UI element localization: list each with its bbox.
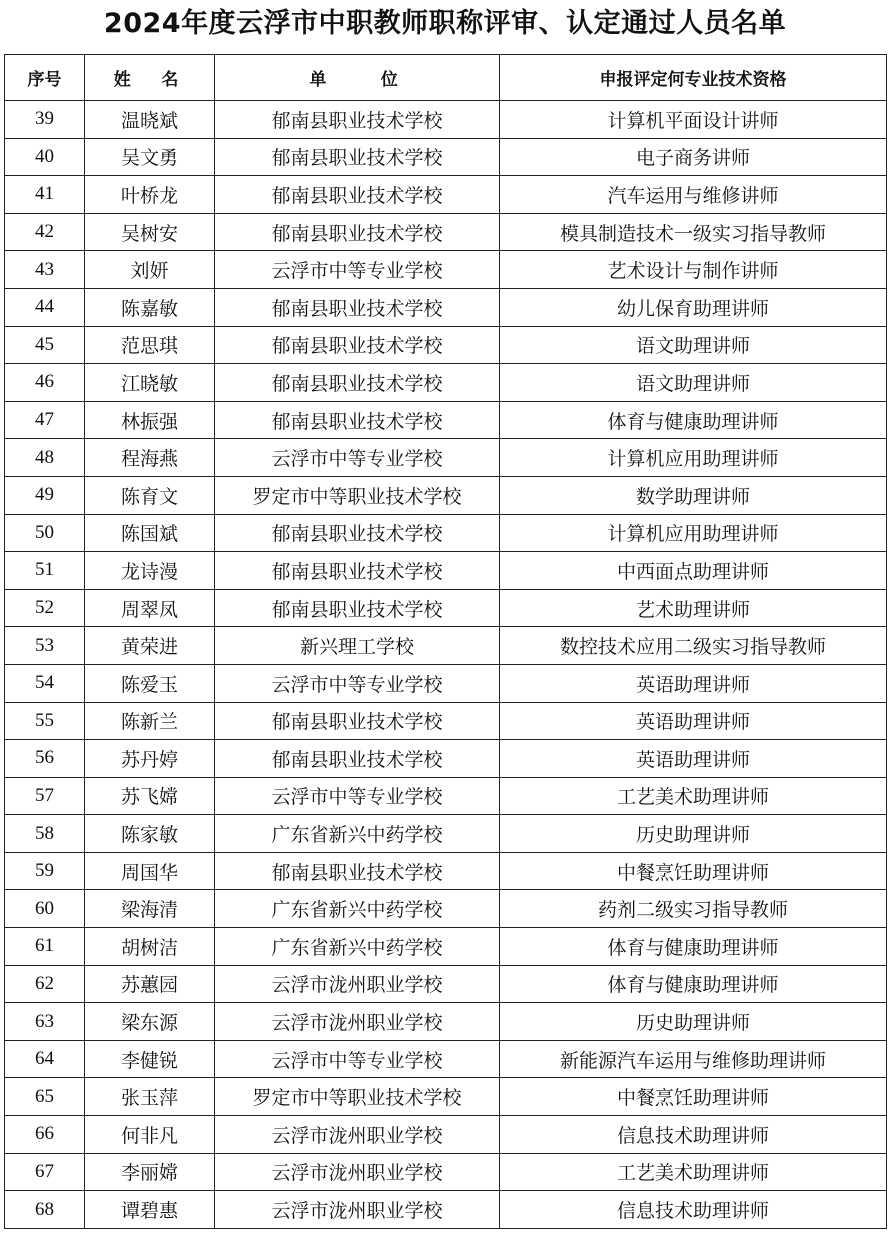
name-cell: 梁海清 <box>85 890 215 928</box>
qualification-cell: 信息技术助理讲师 <box>500 1116 887 1154</box>
qualification-cell: 中餐烹饪助理讲师 <box>500 852 887 890</box>
table-row <box>5 627 887 665</box>
name-cell: 周翠凤 <box>85 589 215 627</box>
name-cell: 苏丹婷 <box>85 740 215 778</box>
qualification-cell: 中餐烹饪助理讲师 <box>500 1078 887 1116</box>
table-row <box>5 251 887 289</box>
serial-number-cell: 62 <box>5 965 85 1003</box>
unit-cell: 郁南县职业技术学校 <box>215 176 500 214</box>
name-cell: 谭碧惠 <box>85 1191 215 1229</box>
name-cell: 刘妍 <box>85 251 215 289</box>
name-cell: 温晓斌 <box>85 101 215 139</box>
table-row <box>5 928 887 966</box>
table-row <box>5 664 887 702</box>
unit-cell: 郁南县职业技术学校 <box>215 101 500 139</box>
name-cell: 李健锐 <box>85 1040 215 1078</box>
serial-number-cell: 43 <box>5 251 85 289</box>
serial-number-cell: 58 <box>5 815 85 853</box>
qualification-cell: 药剂二级实习指导教师 <box>500 890 887 928</box>
unit-cell: 云浮市泷州职业学校 <box>215 1116 500 1154</box>
table-row <box>5 815 887 853</box>
unit-cell: 郁南县职业技术学校 <box>215 852 500 890</box>
unit-cell: 郁南县职业技术学校 <box>215 702 500 740</box>
table-row <box>5 702 887 740</box>
table-row <box>5 1116 887 1154</box>
qualification-cell: 计算机应用助理讲师 <box>500 439 887 477</box>
unit-cell: 郁南县职业技术学校 <box>215 138 500 176</box>
qualification-cell: 幼儿保育助理讲师 <box>500 288 887 326</box>
qualification-cell: 体育与健康助理讲师 <box>500 928 887 966</box>
unit-cell: 郁南县职业技术学校 <box>215 740 500 778</box>
name-cell: 陈国斌 <box>85 514 215 552</box>
qualification-cell: 语文助理讲师 <box>500 364 887 402</box>
table-row <box>5 401 887 439</box>
serial-number-cell: 61 <box>5 928 85 966</box>
serial-number-cell: 57 <box>5 777 85 815</box>
name-cell: 吴文勇 <box>85 138 215 176</box>
name-cell: 龙诗漫 <box>85 552 215 590</box>
table-row <box>5 514 887 552</box>
qualification-cell: 英语助理讲师 <box>500 702 887 740</box>
header-qualification: 申报评定何专业技术资格 <box>500 55 887 101</box>
qualification-cell: 工艺美术助理讲师 <box>500 777 887 815</box>
unit-cell: 郁南县职业技术学校 <box>215 288 500 326</box>
serial-number-cell: 40 <box>5 138 85 176</box>
table-header <box>5 55 887 101</box>
serial-number-cell: 65 <box>5 1078 85 1116</box>
unit-cell: 云浮市泷州职业学校 <box>215 1153 500 1191</box>
qualification-cell: 计算机应用助理讲师 <box>500 514 887 552</box>
unit-cell: 广东省新兴中药学校 <box>215 890 500 928</box>
serial-number-cell: 45 <box>5 326 85 364</box>
name-cell: 吴树安 <box>85 213 215 251</box>
name-cell: 黄荣进 <box>85 627 215 665</box>
unit-cell: 云浮市中等专业学校 <box>215 251 500 289</box>
table-row <box>5 476 887 514</box>
serial-number-cell: 59 <box>5 852 85 890</box>
qualification-cell: 信息技术助理讲师 <box>500 1191 887 1229</box>
name-cell: 范思琪 <box>85 326 215 364</box>
document-title: 2024年度云浮市中职教师职称评审、认定通过人员名单 <box>103 8 787 39</box>
table-row <box>5 213 887 251</box>
qualification-cell: 艺术设计与制作讲师 <box>500 251 887 289</box>
unit-cell: 郁南县职业技术学校 <box>215 552 500 590</box>
unit-cell: 新兴理工学校 <box>215 627 500 665</box>
serial-number-cell: 64 <box>5 1040 85 1078</box>
table-row <box>5 326 887 364</box>
table-row <box>5 852 887 890</box>
serial-number-cell: 51 <box>5 552 85 590</box>
name-cell: 程海燕 <box>85 439 215 477</box>
table-row <box>5 1153 887 1191</box>
serial-number-cell: 46 <box>5 364 85 402</box>
name-cell: 林振强 <box>85 401 215 439</box>
serial-number-cell: 68 <box>5 1191 85 1229</box>
name-cell: 江晓敏 <box>85 364 215 402</box>
serial-number-cell: 44 <box>5 288 85 326</box>
serial-number-cell: 39 <box>5 101 85 139</box>
serial-number-cell: 47 <box>5 401 85 439</box>
serial-number-cell: 60 <box>5 890 85 928</box>
qualification-cell: 语文助理讲师 <box>500 326 887 364</box>
qualification-cell: 艺术助理讲师 <box>500 589 887 627</box>
qualification-cell: 数控技术应用二级实习指导教师 <box>500 627 887 665</box>
table-row <box>5 552 887 590</box>
name-cell: 陈家敏 <box>85 815 215 853</box>
unit-cell: 郁南县职业技术学校 <box>215 401 500 439</box>
serial-number-cell: 48 <box>5 439 85 477</box>
unit-cell: 云浮市中等专业学校 <box>215 664 500 702</box>
name-cell: 陈爱玉 <box>85 664 215 702</box>
unit-cell: 云浮市中等专业学校 <box>215 777 500 815</box>
approved-personnel-table <box>4 54 887 1229</box>
serial-number-cell: 50 <box>5 514 85 552</box>
serial-number-cell: 63 <box>5 1003 85 1041</box>
qualification-cell: 电子商务讲师 <box>500 138 887 176</box>
unit-cell: 罗定市中等职业技术学校 <box>215 1078 500 1116</box>
qualification-cell: 模具制造技术一级实习指导教师 <box>500 213 887 251</box>
serial-number-cell: 42 <box>5 213 85 251</box>
serial-number-cell: 66 <box>5 1116 85 1154</box>
qualification-cell: 英语助理讲师 <box>500 740 887 778</box>
table-row <box>5 101 887 139</box>
table-row <box>5 288 887 326</box>
qualification-cell: 体育与健康助理讲师 <box>500 965 887 1003</box>
name-cell: 周国华 <box>85 852 215 890</box>
qualification-cell: 历史助理讲师 <box>500 815 887 853</box>
qualification-cell: 计算机平面设计讲师 <box>500 101 887 139</box>
unit-cell: 云浮市中等专业学校 <box>215 439 500 477</box>
unit-cell: 郁南县职业技术学校 <box>215 326 500 364</box>
name-cell: 叶桥龙 <box>85 176 215 214</box>
table-row <box>5 965 887 1003</box>
serial-number-cell: 55 <box>5 702 85 740</box>
serial-number-cell: 67 <box>5 1153 85 1191</box>
unit-cell: 罗定市中等职业技术学校 <box>215 476 500 514</box>
table-row <box>5 439 887 477</box>
qualification-cell: 中西面点助理讲师 <box>500 552 887 590</box>
header-serial-number: 序号 <box>5 55 85 101</box>
serial-number-cell: 52 <box>5 589 85 627</box>
table-row <box>5 777 887 815</box>
qualification-cell: 新能源汽车运用与维修助理讲师 <box>500 1040 887 1078</box>
table-row <box>5 176 887 214</box>
serial-number-cell: 53 <box>5 627 85 665</box>
serial-number-cell: 49 <box>5 476 85 514</box>
name-cell: 陈新兰 <box>85 702 215 740</box>
name-cell: 胡树洁 <box>85 928 215 966</box>
table-body <box>5 101 887 1229</box>
name-cell: 陈嘉敏 <box>85 288 215 326</box>
unit-cell: 云浮市泷州职业学校 <box>215 1191 500 1229</box>
qualification-cell: 工艺美术助理讲师 <box>500 1153 887 1191</box>
unit-cell: 郁南县职业技术学校 <box>215 514 500 552</box>
unit-cell: 郁南县职业技术学校 <box>215 213 500 251</box>
header-row <box>5 55 887 101</box>
header-unit: 单 位 <box>215 55 500 101</box>
name-cell: 苏蕙园 <box>85 965 215 1003</box>
unit-cell: 郁南县职业技术学校 <box>215 364 500 402</box>
table-row <box>5 1003 887 1041</box>
name-cell: 李丽嫦 <box>85 1153 215 1191</box>
serial-number-cell: 41 <box>5 176 85 214</box>
name-cell: 苏飞嫦 <box>85 777 215 815</box>
unit-cell: 郁南县职业技术学校 <box>215 589 500 627</box>
name-cell: 梁东源 <box>85 1003 215 1041</box>
unit-cell: 云浮市泷州职业学校 <box>215 1003 500 1041</box>
table-row <box>5 589 887 627</box>
header-name: 姓 名 <box>85 55 215 101</box>
qualification-cell: 英语助理讲师 <box>500 664 887 702</box>
table-row <box>5 890 887 928</box>
unit-cell: 广东省新兴中药学校 <box>215 815 500 853</box>
unit-cell: 云浮市中等专业学校 <box>215 1040 500 1078</box>
serial-number-cell: 56 <box>5 740 85 778</box>
qualification-cell: 数学助理讲师 <box>500 476 887 514</box>
name-cell: 何非凡 <box>85 1116 215 1154</box>
name-cell: 陈育文 <box>85 476 215 514</box>
table-row <box>5 1191 887 1229</box>
serial-number-cell: 54 <box>5 664 85 702</box>
table-row <box>5 364 887 402</box>
unit-cell: 云浮市泷州职业学校 <box>215 965 500 1003</box>
unit-cell: 广东省新兴中药学校 <box>215 928 500 966</box>
table-row <box>5 1078 887 1116</box>
table-row <box>5 138 887 176</box>
qualification-cell: 汽车运用与维修讲师 <box>500 176 887 214</box>
qualification-cell: 历史助理讲师 <box>500 1003 887 1041</box>
qualification-cell: 体育与健康助理讲师 <box>500 401 887 439</box>
table-row <box>5 740 887 778</box>
table-row <box>5 1040 887 1078</box>
name-cell: 张玉萍 <box>85 1078 215 1116</box>
